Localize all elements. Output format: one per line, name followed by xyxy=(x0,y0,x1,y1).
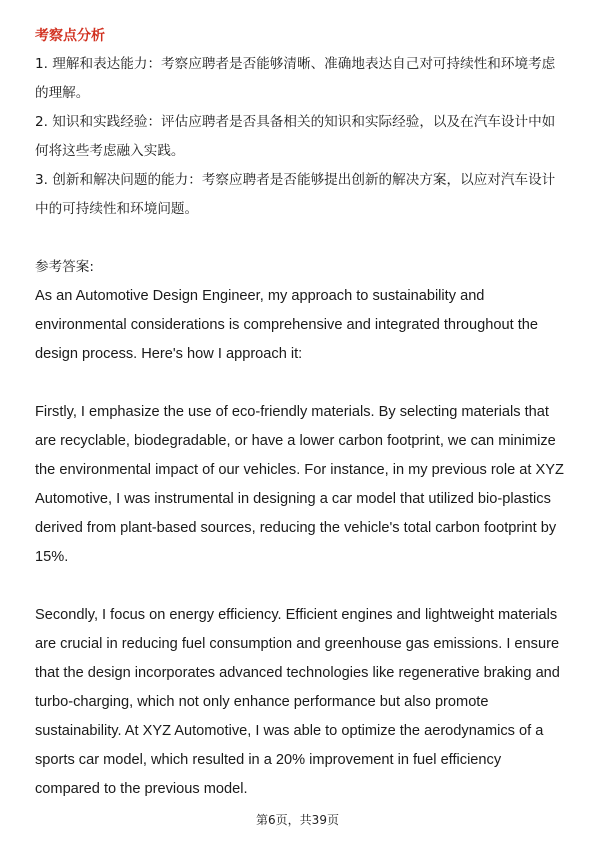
analysis-title: 考察点分析 xyxy=(35,28,105,44)
analysis-point-3: 3. 创新和解决问题的能力：考察应聘者是否能够提出创新的解决方案，以应对汽车设计中的可持续性和环境问题。 xyxy=(35,172,556,217)
answer-paragraph-materials: Firstly, I emphasize the use of eco-friendly materials. By selecting materials that are recyclable, biodegradable, or have a lower carbon footprint, we can minimize the environmental impact of our vehicles. For instance, in my previous role at XYZ Automotive, I was instrumental in designing a car model that utilized bio-plastics derived from plant-based sources, reducing the vehicle's total carbon footprint by 15%. xyxy=(35,404,564,565)
analysis-point-1: 1. 理解和表达能力：考察应聘者是否能够清晰、准确地表达自己对可持续性和环境考虑的理解。 xyxy=(35,56,556,101)
page-number: 第6页，共39页 xyxy=(256,813,339,827)
page-content xyxy=(35,22,565,804)
spacer xyxy=(35,572,565,601)
spacer xyxy=(35,224,565,253)
answer-paragraph-efficiency: Secondly, I focus on energy efficiency. Efficient engines and lightweight materials are crucial in reducing fuel consumption and greenhouse gas emissions. I ensure that the design incorporates advanced technologies like regenerative braking and turbo-charging, which not only enhance performance but also promote sustainability. At XYZ Automotive, I was able to optimize the aerodynamics of a sports car model, which resulted in a 20% improvement in fuel efficiency compared to the previous model. xyxy=(35,607,560,797)
spacer xyxy=(35,369,565,398)
answer-label: 参考答案: xyxy=(35,259,94,275)
analysis-point-2: 2. 知识和实践经验：评估应聘者是否具备相关的知识和实际经验，以及在汽车设计中如何将这些考虑融入实践。 xyxy=(35,114,556,159)
answer-paragraph-intro: As an Automotive Design Engineer, my approach to sustainability and environmental considerations is comprehensive and integrated throughout the design process. Here's how I approach it: xyxy=(35,288,538,362)
